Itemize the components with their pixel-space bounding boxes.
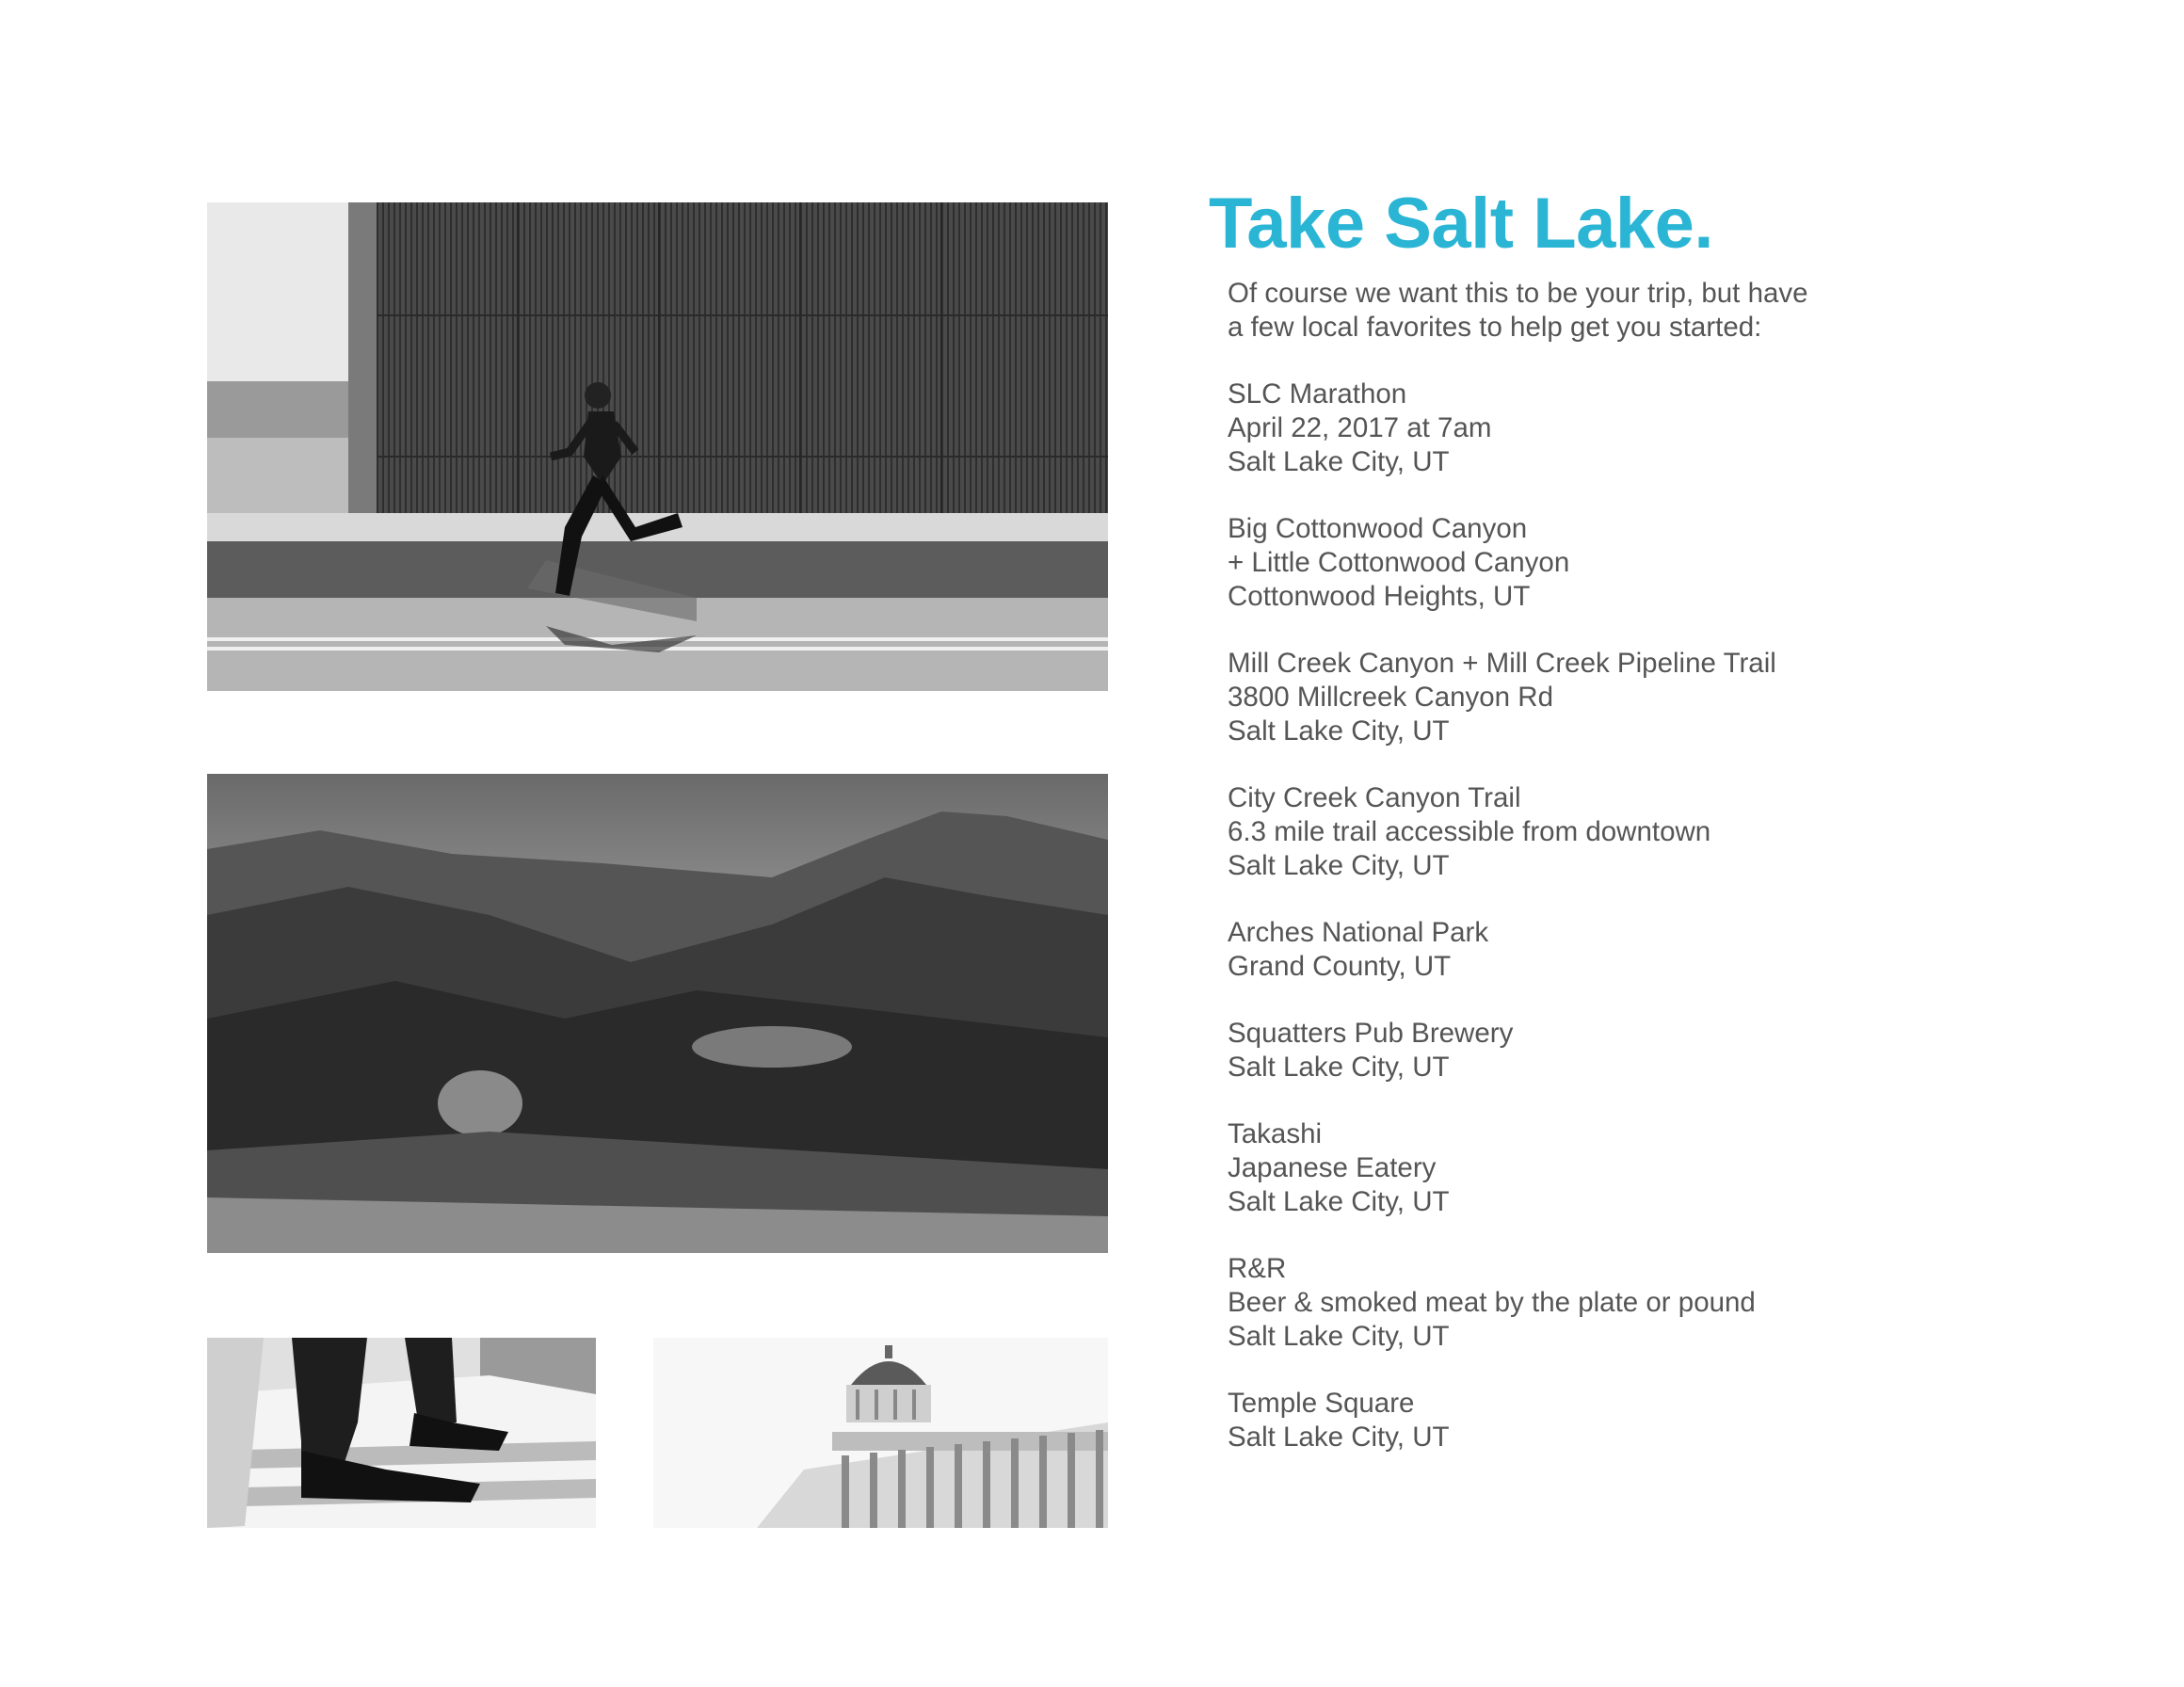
place-detail: 6.3 mile trail accessible from downtown: [1228, 816, 1711, 847]
intro-line: Of course we want this to be your trip, but have: [1228, 278, 1808, 309]
place-location: Salt Lake City, UT: [1228, 1052, 1450, 1083]
place-item: [1228, 512, 1887, 614]
place-location: Salt Lake City, UT: [1228, 446, 1450, 477]
photo-runner: [207, 202, 1108, 691]
place-location: Salt Lake City, UT: [1228, 1186, 1450, 1217]
photo-mountain-lakes: [207, 774, 1108, 1253]
place-detail: Japanese Eatery: [1228, 1152, 1437, 1183]
place-detail: Beer & smoked meat by the plate or pound: [1228, 1287, 1756, 1318]
place-name: Squatters Pub Brewery: [1228, 1018, 1514, 1049]
place-detail: April 22, 2017 at 7am: [1228, 412, 1492, 443]
place-name: Big Cottonwood Canyon: [1228, 513, 1528, 544]
place-location: Salt Lake City, UT: [1228, 1321, 1450, 1352]
place-name: City Creek Canyon Trail: [1228, 782, 1521, 813]
intro-line: a few local favorites to help get you started:: [1228, 312, 1762, 343]
place-location: Cottonwood Heights, UT: [1228, 581, 1531, 612]
place-detail: + Little Cottonwood Canyon: [1228, 547, 1570, 578]
place-location: Grand County, UT: [1228, 951, 1452, 982]
place-item: [1228, 1252, 1887, 1354]
place-name: Mill Creek Canyon + Mill Creek Pipeline Trail: [1228, 648, 1776, 679]
place-location: Salt Lake City, UT: [1228, 715, 1450, 747]
place-item: [1228, 781, 1887, 883]
place-name: R&R: [1228, 1253, 1287, 1284]
intro-text: [1228, 277, 1887, 345]
place-item: [1228, 1017, 1887, 1084]
place-name: Arches National Park: [1228, 917, 1489, 948]
photo-stairs-sneakers: [207, 1338, 596, 1528]
place-location: Salt Lake City, UT: [1228, 850, 1450, 881]
page-title: Take Salt Lake.: [1209, 184, 1714, 264]
places-list: [1228, 378, 1887, 1454]
place-item: [1228, 916, 1887, 984]
place-item: [1228, 647, 1887, 748]
content-column: [1228, 277, 1887, 1487]
place-name: SLC Marathon: [1228, 378, 1407, 410]
place-detail: 3800 Millcreek Canyon Rd: [1228, 682, 1553, 713]
place-location: Salt Lake City, UT: [1228, 1422, 1450, 1453]
place-item: [1228, 1117, 1887, 1219]
place-item: [1228, 378, 1887, 479]
place-name: Temple Square: [1228, 1388, 1415, 1419]
photo-capitol-building: [653, 1338, 1108, 1528]
place-item: [1228, 1387, 1887, 1454]
place-name: Takashi: [1228, 1118, 1323, 1149]
